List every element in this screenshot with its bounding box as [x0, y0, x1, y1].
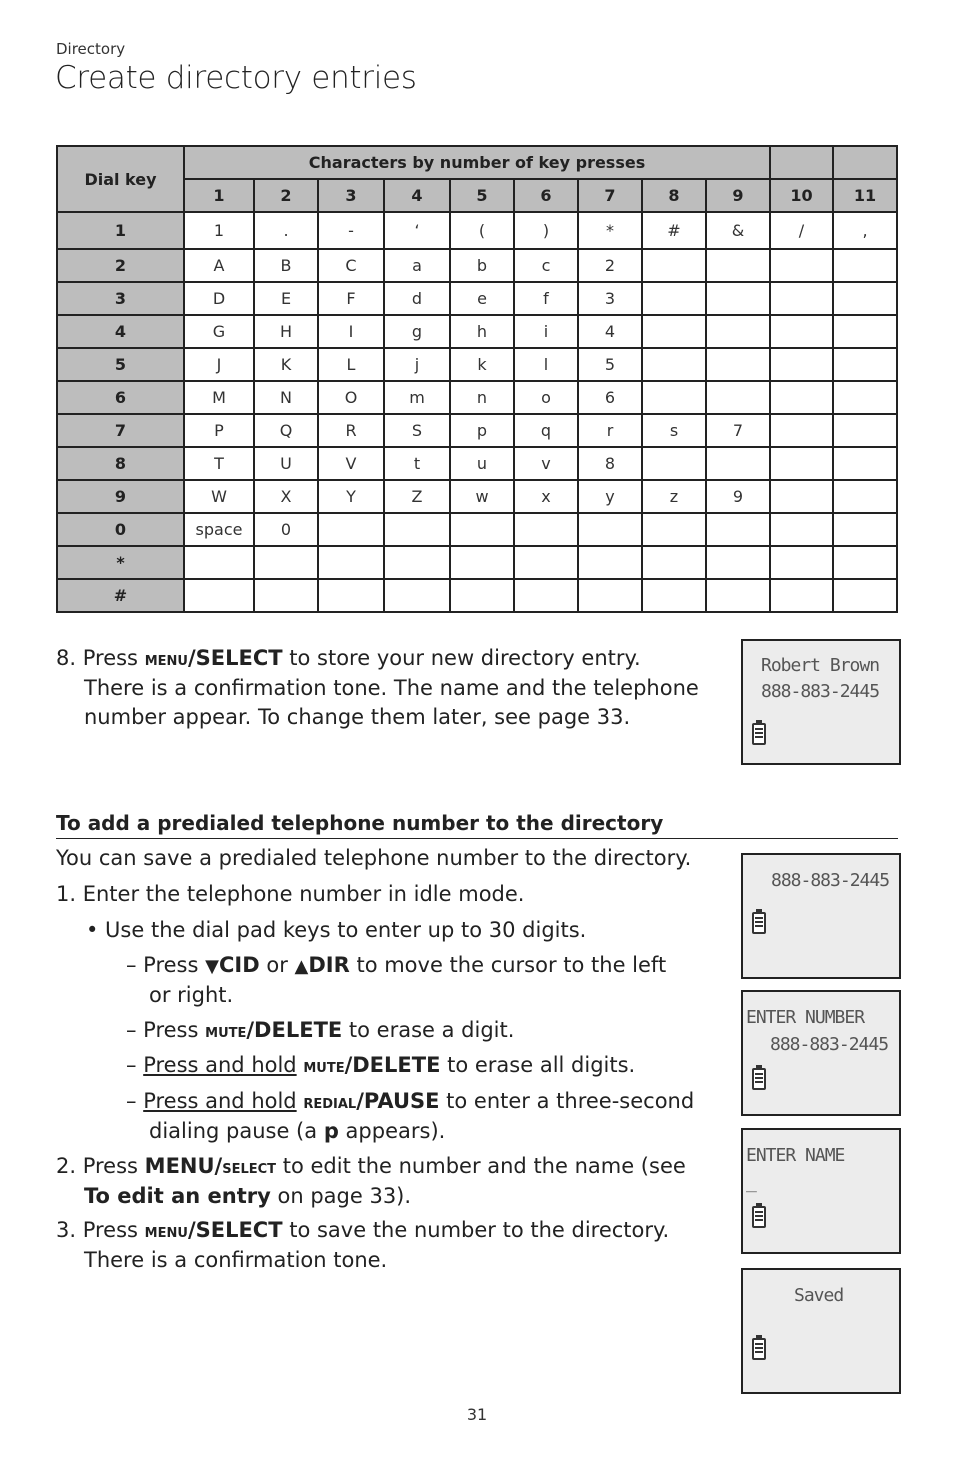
dash: –: [126, 1053, 137, 1077]
dial-key-cell: *: [57, 546, 184, 579]
handset-screen-idle-number: [741, 853, 901, 979]
character-cell: (: [450, 212, 514, 249]
character-cell: E: [254, 282, 318, 315]
dial-key-cell: 3: [57, 282, 184, 315]
step-text: There is a confirmation tone.: [84, 1248, 388, 1272]
dash: –: [126, 1089, 137, 1113]
press-and-hold-text: Press and hold: [143, 1089, 297, 1113]
press-count-header: 11: [833, 179, 897, 212]
character-cell: W: [184, 480, 254, 513]
character-cell: v: [514, 447, 578, 480]
character-cell: [770, 480, 833, 513]
step-text: to edit the number and the name (see: [282, 1154, 686, 1178]
step-text: number appear. To change them later, see page 33.: [84, 705, 631, 729]
character-cell: [642, 447, 706, 480]
character-cell: z: [642, 480, 706, 513]
character-cell: [578, 579, 642, 612]
mute-key: mute: [205, 1020, 247, 1042]
character-cell: &: [706, 212, 770, 249]
press-count-header: 5: [450, 179, 514, 212]
step-text: to move the cursor to the left: [356, 953, 667, 977]
predial-step-1: 1. Enter the telephone number in idle mode.: [56, 882, 525, 906]
character-cell: B: [254, 249, 318, 282]
press-count-header: 8: [642, 179, 706, 212]
character-cell: [642, 282, 706, 315]
down-arrow-icon: ▼: [205, 956, 219, 977]
character-cell: [384, 579, 450, 612]
character-cell: p: [450, 414, 514, 447]
character-cell: #: [642, 212, 706, 249]
character-cell: M: [184, 381, 254, 414]
step-text: to save the number to the directory.: [289, 1218, 670, 1242]
character-cell: [833, 348, 897, 381]
character-cell: [770, 447, 833, 480]
press-count-header: 3: [318, 179, 384, 212]
character-cell: [833, 381, 897, 414]
character-cell: [833, 414, 897, 447]
character-cell: t: [384, 447, 450, 480]
dial-key-cell: 4: [57, 315, 184, 348]
character-cell: V: [318, 447, 384, 480]
character-cell: [642, 249, 706, 282]
character-cell: [642, 579, 706, 612]
press-count-header: 9: [706, 179, 770, 212]
character-cell: [833, 282, 897, 315]
battery-icon: [752, 723, 766, 745]
character-cell: [318, 579, 384, 612]
header-blank: [833, 146, 897, 179]
character-cell: [450, 513, 514, 546]
table-row: [57, 513, 897, 546]
character-cell: [642, 513, 706, 546]
character-cell: [770, 381, 833, 414]
character-cell: [833, 513, 897, 546]
mute-key: mute: [303, 1055, 345, 1077]
dial-key-cell: 0: [57, 513, 184, 546]
dial-key-cell: 8: [57, 447, 184, 480]
character-cell: G: [184, 315, 254, 348]
table-row: [57, 282, 897, 315]
character-cell: 7: [706, 414, 770, 447]
screen-line-2: 888-883-2445: [761, 681, 880, 702]
select-key: /SELECT: [187, 1218, 283, 1242]
menu-key: MENU/: [144, 1154, 223, 1178]
dial-key-cell: 5: [57, 348, 184, 381]
step-text: to store your new directory entry.: [289, 646, 641, 670]
step-number: 8.: [56, 646, 77, 670]
character-cell: x: [514, 480, 578, 513]
character-cell: [706, 249, 770, 282]
predial-dash-1: [126, 951, 666, 1010]
character-cell: q: [514, 414, 578, 447]
pause-symbol: p: [323, 1119, 339, 1143]
character-cell: u: [450, 447, 514, 480]
character-cell: [384, 546, 450, 579]
predial-step-3: [56, 1216, 669, 1275]
character-cell: Q: [254, 414, 318, 447]
character-cell: o: [514, 381, 578, 414]
character-cell: A: [184, 249, 254, 282]
character-cell: [578, 513, 642, 546]
handset-screen-enter-number: [741, 990, 901, 1116]
screen-line-1: 888-883-2445: [771, 870, 890, 891]
character-cell: [642, 381, 706, 414]
character-cell: j: [384, 348, 450, 381]
character-cell: J: [184, 348, 254, 381]
table-row: [57, 546, 897, 579]
character-cell: I: [318, 315, 384, 348]
screen-line-1: Saved: [794, 1285, 844, 1306]
character-cell: 0: [254, 513, 318, 546]
table-row: [57, 414, 897, 447]
character-cell: [514, 513, 578, 546]
step-text: Press: [82, 646, 139, 670]
press-count-header: 1: [184, 179, 254, 212]
predial-dash-3: [126, 1051, 635, 1081]
character-cell: [184, 546, 254, 579]
character-cell: [254, 546, 318, 579]
character-cell: [833, 579, 897, 612]
character-cell: r: [578, 414, 642, 447]
menu-key: menu: [144, 648, 188, 670]
cid-key: CID: [218, 953, 260, 977]
character-cell: [706, 348, 770, 381]
character-cell: [706, 513, 770, 546]
battery-icon: [752, 1338, 766, 1360]
step-text: dialing pause (a: [149, 1119, 318, 1143]
dial-key-header: Dial key: [57, 146, 184, 212]
character-cell: [384, 513, 450, 546]
battery-icon: [752, 1068, 766, 1090]
dial-key-cell: 1: [57, 212, 184, 249]
page-title: Create directory entries: [55, 60, 417, 96]
character-cell: N: [254, 381, 318, 414]
character-cell: [450, 579, 514, 612]
delete-key: /DELETE: [246, 1018, 343, 1042]
character-cell: n: [450, 381, 514, 414]
press-count-header: 10: [770, 179, 833, 212]
character-cell: [706, 447, 770, 480]
press-count-header: 2: [254, 179, 318, 212]
character-cell: ‘: [384, 212, 450, 249]
dial-key-cell: 6: [57, 381, 184, 414]
character-cell: Z: [384, 480, 450, 513]
character-cell: D: [184, 282, 254, 315]
press-count-header: 4: [384, 179, 450, 212]
character-cell: *: [578, 212, 642, 249]
pause-key: /PAUSE: [356, 1089, 440, 1113]
select-key: select: [222, 1156, 277, 1178]
chars-header: Characters by number of key presses: [184, 146, 770, 179]
edit-entry-reference: To edit an entry: [84, 1184, 271, 1208]
character-cell: 4: [578, 315, 642, 348]
header-blank: [770, 146, 833, 179]
character-cell: [254, 579, 318, 612]
character-cell: [642, 315, 706, 348]
character-cell: 3: [578, 282, 642, 315]
character-cell: [770, 315, 833, 348]
table-row: [57, 381, 897, 414]
character-cell: g: [384, 315, 450, 348]
character-cell: m: [384, 381, 450, 414]
character-cell: [184, 579, 254, 612]
dial-key-cell: 7: [57, 414, 184, 447]
character-cell: y: [578, 480, 642, 513]
character-cell: [833, 447, 897, 480]
subheading: To add a predialed telephone number to the directory: [56, 811, 898, 839]
up-arrow-icon: ▲: [294, 956, 309, 977]
character-cell: 9: [706, 480, 770, 513]
character-cell: [318, 513, 384, 546]
character-cell: R: [318, 414, 384, 447]
character-cell: e: [450, 282, 514, 315]
step-text: There is a confirmation tone. The name and the telephone: [84, 676, 699, 700]
character-cell: U: [254, 447, 318, 480]
table-row: [57, 447, 897, 480]
dial-key-cell: 2: [57, 249, 184, 282]
character-cell: X: [254, 480, 318, 513]
character-cell: C: [318, 249, 384, 282]
character-cell: H: [254, 315, 318, 348]
character-cell: a: [384, 249, 450, 282]
character-cell: [450, 546, 514, 579]
predial-dash-2: [126, 1016, 514, 1046]
screen-line-1: ENTER NAME: [746, 1145, 845, 1166]
character-cell: [642, 348, 706, 381]
character-cell: .: [254, 212, 318, 249]
character-cell: space: [184, 513, 254, 546]
delete-key: /DELETE: [344, 1053, 441, 1077]
character-cell: [514, 579, 578, 612]
character-cell: k: [450, 348, 514, 381]
character-cell: [770, 513, 833, 546]
table-row: [57, 315, 897, 348]
step-text: – Press: [126, 953, 199, 977]
press-and-hold-text: Press and hold: [143, 1053, 297, 1077]
character-cell: s: [642, 414, 706, 447]
step-8: [56, 644, 699, 732]
character-cell: S: [384, 414, 450, 447]
step-text: or right.: [149, 983, 234, 1007]
character-cell: [706, 546, 770, 579]
character-cell: h: [450, 315, 514, 348]
character-cell: [578, 546, 642, 579]
screen-line-2: 888-883-2445: [770, 1034, 889, 1055]
select-key: /SELECT: [187, 646, 283, 670]
step-text: – Press: [126, 1018, 199, 1042]
character-cell: 6: [578, 381, 642, 414]
character-cell: b: [450, 249, 514, 282]
character-cell: [770, 348, 833, 381]
character-cell: O: [318, 381, 384, 414]
character-cell: i: [514, 315, 578, 348]
table-row: [57, 480, 897, 513]
screen-line-1: ENTER NUMBER: [746, 1007, 865, 1028]
character-cell: w: [450, 480, 514, 513]
character-cell: 5: [578, 348, 642, 381]
step-text: or: [266, 953, 288, 977]
character-cell: [706, 315, 770, 348]
step-text: 3. Press: [56, 1218, 138, 1242]
character-cell: 2: [578, 249, 642, 282]
character-cell: c: [514, 249, 578, 282]
handset-screen-saved: [741, 1268, 901, 1394]
character-cell: L: [318, 348, 384, 381]
character-cell: [706, 282, 770, 315]
screen-line-1: Robert Brown: [761, 655, 880, 676]
character-cell: [833, 546, 897, 579]
step-text: to erase a digit.: [348, 1018, 515, 1042]
character-cell: [770, 579, 833, 612]
handset-screen-enter-name: [741, 1128, 901, 1254]
character-cell: /: [770, 212, 833, 249]
table-row: [57, 212, 897, 249]
character-cell: l: [514, 348, 578, 381]
character-cell: ,: [833, 212, 897, 249]
dial-key-cell: 9: [57, 480, 184, 513]
predial-step-2: [56, 1152, 686, 1211]
redial-key: redial: [303, 1091, 357, 1113]
character-cell: ): [514, 212, 578, 249]
step-text: to erase all digits.: [447, 1053, 636, 1077]
predial-intro: You can save a predialed telephone number to the directory.: [56, 846, 692, 870]
character-cell: [833, 480, 897, 513]
predial-dash-4: [126, 1087, 694, 1146]
character-cell: [770, 282, 833, 315]
predial-bullet: • Use the dial pad keys to enter up to 30 digits.: [86, 918, 587, 942]
character-table: [56, 145, 898, 613]
character-cell: [706, 579, 770, 612]
table-row: [57, 348, 897, 381]
character-cell: [833, 315, 897, 348]
step-text: to enter a three-second: [446, 1089, 695, 1113]
table-row: [57, 249, 897, 282]
character-cell: [318, 546, 384, 579]
character-cell: -: [318, 212, 384, 249]
character-cell: P: [184, 414, 254, 447]
page-number: 31: [466, 1405, 488, 1424]
character-cell: f: [514, 282, 578, 315]
character-cell: F: [318, 282, 384, 315]
screen-cursor: _: [746, 1172, 756, 1193]
character-cell: 1: [184, 212, 254, 249]
battery-icon: [752, 1206, 766, 1228]
character-cell: [770, 249, 833, 282]
handset-screen-entry: [741, 639, 901, 765]
character-cell: 8: [578, 447, 642, 480]
character-cell: Y: [318, 480, 384, 513]
step-text: appears).: [345, 1119, 446, 1143]
battery-icon: [752, 912, 766, 934]
character-cell: [642, 546, 706, 579]
step-text: on page 33).: [277, 1184, 412, 1208]
character-cell: K: [254, 348, 318, 381]
character-cell: [706, 381, 770, 414]
press-count-header: 7: [578, 179, 642, 212]
section-label: Directory: [56, 40, 126, 58]
press-count-header: 6: [514, 179, 578, 212]
character-cell: [770, 546, 833, 579]
character-cell: d: [384, 282, 450, 315]
dir-key: DIR: [308, 953, 350, 977]
character-cell: [770, 414, 833, 447]
step-text: 2. Press: [56, 1154, 138, 1178]
menu-key: menu: [144, 1220, 188, 1242]
character-cell: [514, 546, 578, 579]
table-row: [57, 579, 897, 612]
dial-key-cell: #: [57, 579, 184, 612]
character-cell: T: [184, 447, 254, 480]
character-cell: [833, 249, 897, 282]
